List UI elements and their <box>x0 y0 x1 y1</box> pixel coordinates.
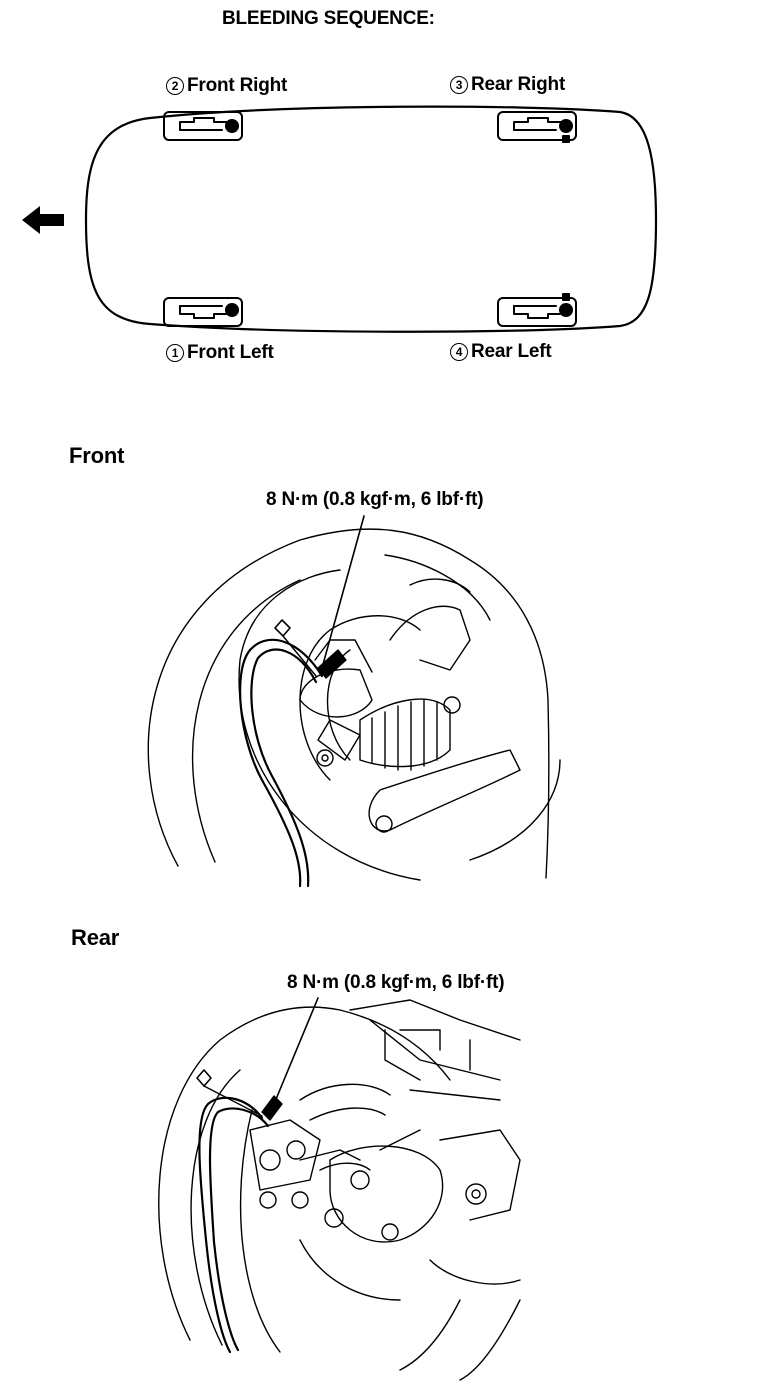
sequence-number-badge: 3 <box>450 76 468 94</box>
wheel-caliper-front-left <box>164 298 242 326</box>
rear-brake-illustration <box>159 998 520 1380</box>
sequence-number-badge: 2 <box>166 77 184 95</box>
wheel-label-text: Rear Right <box>471 74 566 95</box>
wheel-caliper-rear-left <box>498 294 576 326</box>
torque-spec-rear: 8 N·m (0.8 kgf·m, 6 lbf·ft) <box>287 972 505 993</box>
arrow-left-icon <box>22 206 64 234</box>
section-heading-rear: Rear <box>71 925 120 950</box>
wheel-caliper-rear-right <box>498 112 576 142</box>
wheel-label-text: Front Right <box>187 75 288 96</box>
sequence-number-badge: 4 <box>450 343 468 361</box>
wheel-label-text: Rear Left <box>471 341 552 362</box>
section-heading-front: Front <box>69 443 125 468</box>
page-title: BLEEDING SEQUENCE: <box>222 8 435 29</box>
wheel-label-text: Front Left <box>187 342 274 363</box>
front-brake-illustration <box>148 516 560 886</box>
sequence-number-badge: 1 <box>166 344 184 362</box>
torque-spec-front: 8 N·m (0.8 kgf·m, 6 lbf·ft) <box>266 489 484 510</box>
